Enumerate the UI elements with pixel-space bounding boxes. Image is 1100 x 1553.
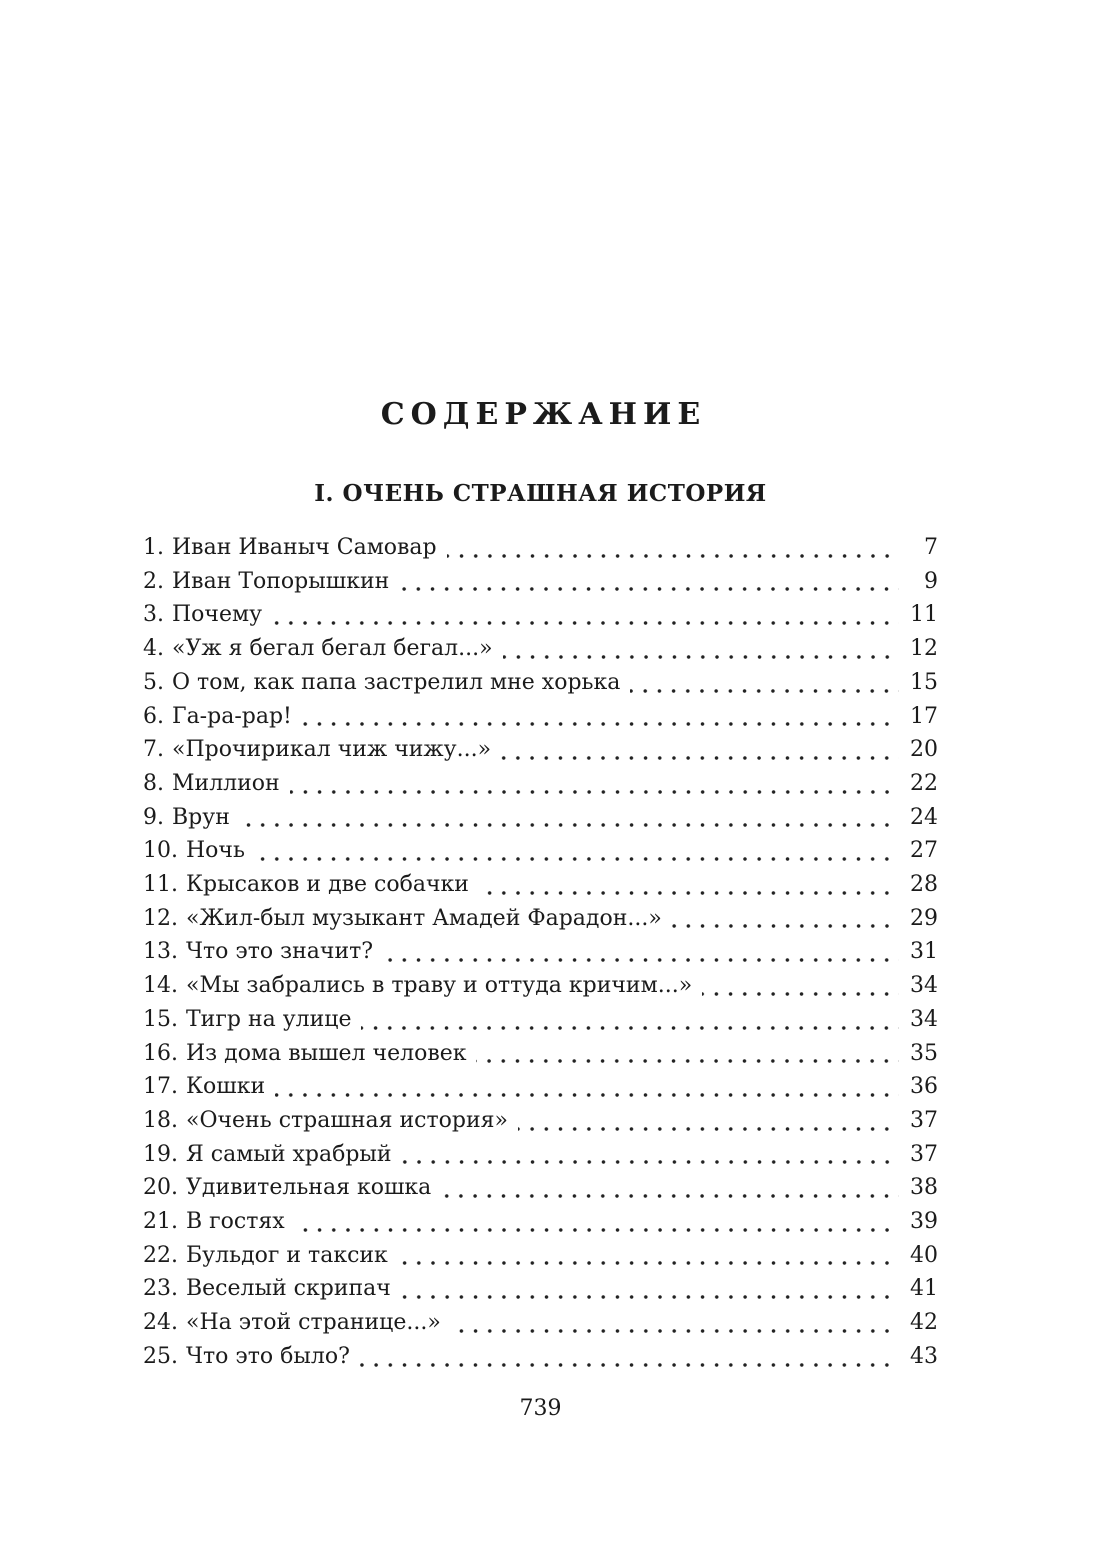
toc-entry-title: «Очень страшная история»	[186, 1107, 508, 1133]
toc-entry-title: «Жил-был музыкант Амадей Фарадон...»	[186, 905, 662, 931]
toc-entry-title: Га-ра-рар!	[172, 703, 292, 729]
dot-leader	[503, 655, 899, 659]
toc-entry-page-number: 20	[910, 737, 938, 763]
toc-entry-title: Миллион	[172, 770, 280, 796]
toc-entry-title: Крысаков и две собачки	[186, 872, 469, 898]
book-page	[143, 0, 938, 1421]
dot-leader	[290, 790, 899, 794]
toc-entry-page-number: 42	[910, 1310, 938, 1336]
toc-entry-title: Врун	[172, 804, 230, 830]
dot-leader	[275, 1093, 899, 1097]
toc-entry-number: 23.	[143, 1276, 178, 1302]
toc-entry-number: 14.	[143, 973, 178, 999]
toc-row	[143, 935, 938, 969]
toc-entry-page-number: 41	[910, 1276, 938, 1302]
toc-entry-number: 9.	[143, 804, 164, 830]
toc-entry-page-number: 37	[910, 1141, 938, 1167]
toc-entry-page-number: 22	[910, 770, 938, 796]
dot-leader	[672, 924, 899, 928]
dot-leader	[361, 1026, 899, 1030]
toc-entry-number: 11.	[143, 872, 178, 898]
toc-row	[143, 1171, 938, 1205]
toc-row	[143, 700, 938, 734]
dot-leader	[476, 1059, 899, 1063]
toc-entry-page-number: 31	[910, 939, 938, 965]
toc-entry-page-number: 35	[910, 1040, 938, 1066]
dot-leader	[518, 1127, 899, 1131]
dot-leader	[255, 857, 899, 861]
toc-row	[143, 902, 938, 936]
toc-entry-number: 7.	[143, 737, 164, 763]
toc-entry-title: «На этой странице...»	[186, 1310, 441, 1336]
toc-entry-title: Бульдог и таксик	[186, 1242, 388, 1268]
toc-entry-number: 17.	[143, 1074, 178, 1100]
toc-entry-title: О том, как папа застрелил мне хорька	[172, 669, 621, 695]
dot-leader	[401, 1295, 899, 1299]
toc-entry-title: Что это было?	[186, 1343, 350, 1369]
toc-entry-page-number: 36	[910, 1074, 938, 1100]
toc-entry-page-number: 17	[910, 703, 938, 729]
dot-leader	[272, 621, 899, 625]
dot-leader	[398, 1261, 899, 1265]
dot-leader	[479, 891, 899, 895]
toc-row	[143, 767, 938, 801]
dot-leader	[399, 587, 899, 591]
toc-entry-title: «Уж я бегал бегал бегал...»	[172, 636, 493, 662]
toc-entry-number: 24.	[143, 1310, 178, 1336]
toc-entry-title: Иван Топорышкин	[172, 568, 390, 594]
dot-leader	[630, 689, 899, 693]
toc-entry-number: 5.	[143, 669, 164, 695]
toc-row	[143, 598, 938, 632]
toc-entry-title: Из дома вышел человек	[186, 1040, 467, 1066]
toc-entry-number: 15.	[143, 1006, 178, 1032]
toc-entry-page-number: 38	[910, 1175, 938, 1201]
toc-entry-title: Почему	[172, 602, 263, 628]
toc-row	[143, 969, 938, 1003]
toc-entry-number: 10.	[143, 838, 178, 864]
toc-entry-title: Веселый скрипач	[186, 1276, 391, 1302]
toc-entry-number: 3.	[143, 602, 164, 628]
toc-entry-number: 8.	[143, 770, 164, 796]
dot-leader	[295, 1228, 899, 1232]
dot-leader	[501, 756, 899, 760]
toc-row	[143, 632, 938, 666]
toc-row	[143, 1340, 938, 1374]
toc-entry-page-number: 15	[910, 669, 938, 695]
toc-entry-number: 22.	[143, 1242, 178, 1268]
toc-entry-number: 4.	[143, 636, 164, 662]
toc-entry-number: 21.	[143, 1209, 178, 1235]
dot-leader	[451, 1329, 899, 1333]
toc-entry-number: 13.	[143, 939, 178, 965]
toc-entry-number: 6.	[143, 703, 164, 729]
toc-entry-number: 2.	[143, 568, 164, 594]
toc-row	[143, 1272, 938, 1306]
toc-entry-title: Удивительная кошка	[186, 1175, 432, 1201]
toc-row	[143, 1104, 938, 1138]
toc-entry-page-number: 43	[910, 1343, 938, 1369]
toc-row	[143, 834, 938, 868]
toc-row	[143, 666, 938, 700]
toc-entry-title: Иван Иваныч Самовар	[172, 535, 437, 560]
toc-row	[143, 565, 938, 599]
toc-entry-number: 25.	[143, 1343, 178, 1369]
toc-entry-page-number: 11	[910, 602, 938, 628]
toc-entry-title: Тигр на улице	[186, 1006, 352, 1032]
toc-row	[143, 1003, 938, 1037]
toc-entry-title: В гостях	[186, 1209, 285, 1235]
dot-leader	[240, 823, 899, 827]
dot-leader	[360, 1363, 899, 1367]
toc-entry-number: 20.	[143, 1175, 178, 1201]
toc-entry-page-number: 24	[910, 804, 938, 830]
toc-row	[143, 1138, 938, 1172]
toc-entry-title: «Прочирикал чиж чижу...»	[172, 737, 492, 763]
toc-entry-title: «Мы забрались в траву и оттуда кричим...»	[186, 973, 693, 999]
toc-row	[143, 868, 938, 902]
dot-leader	[702, 992, 899, 996]
dot-leader	[383, 958, 899, 962]
toc-row	[143, 1306, 938, 1340]
contents-title: СОДЕРЖАНИЕ	[380, 397, 707, 432]
toc-entry-title: Ночь	[186, 838, 245, 864]
toc-row	[143, 531, 938, 565]
dot-leader	[447, 554, 899, 558]
toc-entry-page-number: 34	[910, 1006, 938, 1032]
toc-entry-page-number: 34	[910, 973, 938, 999]
section-heading: I. ОЧЕНЬ СТРАШНАЯ ИСТОРИЯ	[314, 480, 767, 507]
toc-entry-title: Кошки	[186, 1074, 266, 1100]
toc-entry-page-number: 9	[924, 568, 938, 594]
toc-entry-number: 12.	[143, 905, 178, 931]
toc-row	[143, 1070, 938, 1104]
dot-leader	[402, 1160, 899, 1164]
toc-row	[143, 733, 938, 767]
toc-entry-number: 18.	[143, 1107, 178, 1133]
toc-entry-title: Я самый храбрый	[186, 1141, 392, 1167]
toc-entry-page-number: 29	[910, 905, 938, 931]
table-of-contents	[143, 531, 938, 1374]
toc-entry-page-number: 28	[910, 872, 938, 898]
toc-entry-page-number: 37	[910, 1107, 938, 1133]
toc-entry-page-number: 7	[924, 535, 938, 560]
toc-entry-title: Что это значит?	[186, 939, 374, 965]
dot-leader	[302, 722, 899, 726]
toc-entry-page-number: 12	[910, 636, 938, 662]
toc-row	[143, 801, 938, 835]
toc-entry-number: 19.	[143, 1141, 178, 1167]
dot-leader	[441, 1194, 899, 1198]
toc-entry-page-number: 40	[910, 1242, 938, 1268]
toc-row	[143, 1205, 938, 1239]
toc-entry-number: 16.	[143, 1040, 178, 1066]
toc-entry-page-number: 39	[910, 1209, 938, 1235]
toc-entry-page-number: 27	[910, 838, 938, 864]
toc-row	[143, 1037, 938, 1071]
toc-row	[143, 1239, 938, 1273]
toc-entry-number: 1.	[143, 535, 164, 560]
page-number-folio: 739	[519, 1395, 562, 1421]
